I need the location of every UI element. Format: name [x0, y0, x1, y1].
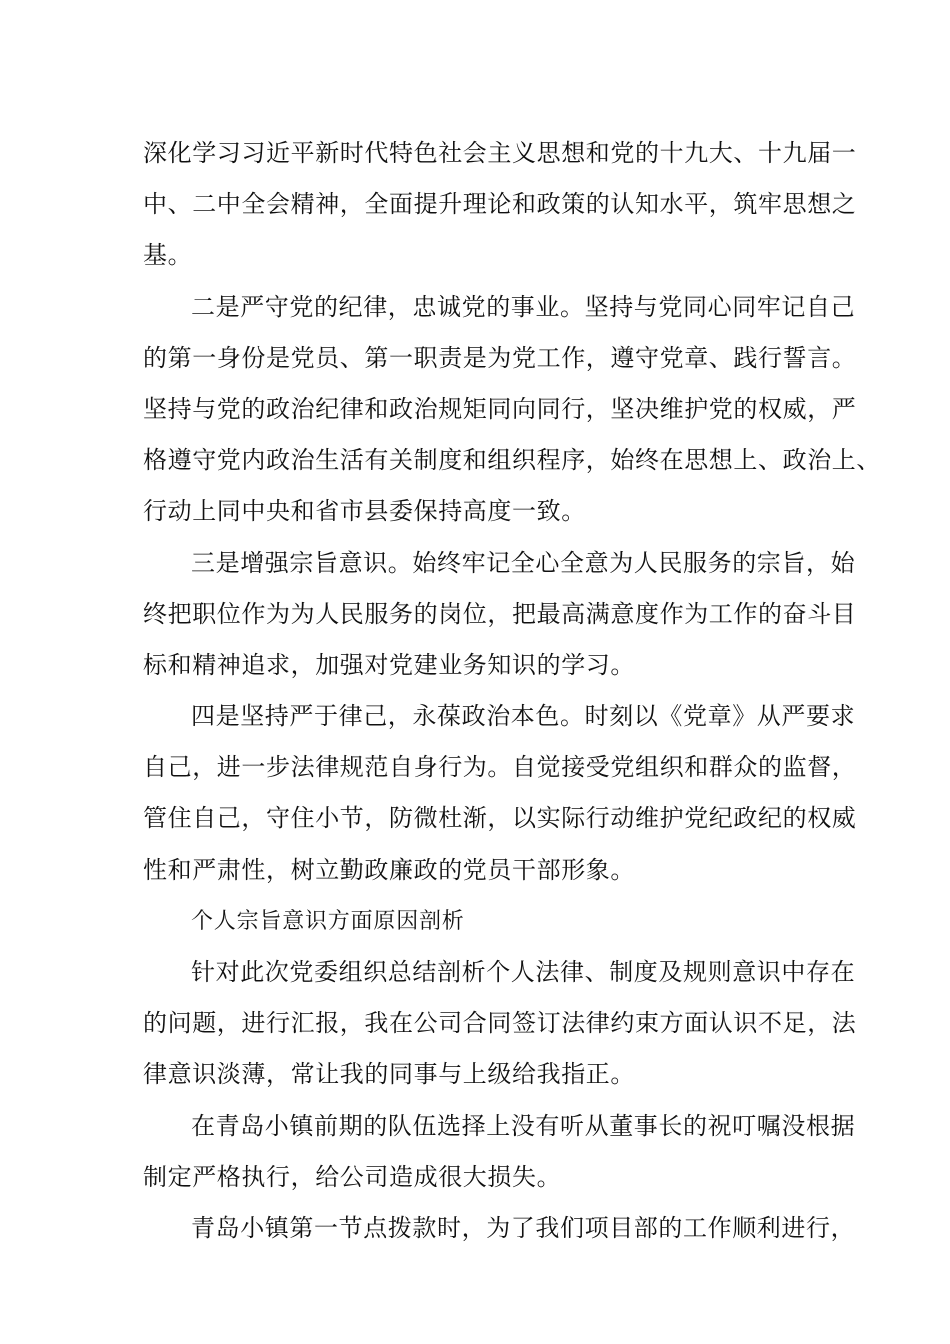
- paragraph-line: 行动上同中央和省市县委保持高度一致。: [143, 497, 586, 526]
- paragraph-line: 在青岛小镇前期的队伍选择上没有听从董事长的祝叮嘱没根据: [191, 1111, 856, 1140]
- paragraph-line: 针对此次党委组织总结剖析个人法律、制度及规则意识中存在: [191, 958, 856, 986]
- paragraph-line: 性和严肃性，树立勤政廉政的党员干部形象。: [143, 855, 635, 884]
- paragraph-line: 坚持与党的政治纪律和政治规矩同向同行，坚决维护党的权威，严: [143, 394, 857, 423]
- paragraph-line: 制定严格执行，给公司造成很大损失。: [143, 1162, 562, 1191]
- paragraph-line: 管住自己，守住小节，防微杜渐，以实际行动维护党纪政纪的权威: [143, 804, 857, 833]
- section-heading: 个人宗旨意识方面原因剖析: [191, 908, 465, 934]
- paragraph-line: 的问题，进行汇报，我在公司合同签订法律约束方面认识不足，法: [143, 1009, 857, 1038]
- paragraph-line: 的第一身份是党员、第一职责是为党工作，遵守党章、践行誓言。: [143, 343, 857, 372]
- paragraph-line: 深化学习习近平新时代特色社会主义思想和党的十九大、十九届一: [143, 139, 857, 167]
- paragraph-line: 终把职位作为为人民服务的岗位，把最高满意度作为工作的奋斗目: [143, 599, 857, 628]
- paragraph-line: 中、二中全会精神，全面提升理论和政策的认知水平，筑牢思想之: [143, 190, 857, 219]
- document-body: [143, 128, 881, 1254]
- paragraph-line: 四是坚持严于律己，永葆政治本色。时刻以《党章》从严要求: [191, 702, 856, 731]
- paragraph-line: 格遵守党内政治生活有关制度和组织程序，始终在思想上、政治上、: [143, 446, 881, 475]
- paragraph-line: 青岛小镇第一节点拨款时，为了我们项目部的工作顺利进行，: [191, 1213, 856, 1242]
- paragraph-line: 标和精神追求，加强对党建业务知识的学习。: [143, 650, 635, 679]
- paragraph-line: 三是增强宗旨意识。始终牢记全心全意为人民服务的宗旨，始: [191, 548, 856, 577]
- paragraph-line: 律意识淡薄，常让我的同事与上级给我指正。: [143, 1060, 635, 1089]
- paragraph-line: 二是严守党的纪律，忠诚党的事业。坚持与党同心同牢记自己: [191, 292, 856, 321]
- paragraph-line: 自己，进一步法律规范自身行为。自觉接受党组织和群众的监督，: [143, 753, 857, 782]
- paragraph-line: 基。: [143, 241, 193, 270]
